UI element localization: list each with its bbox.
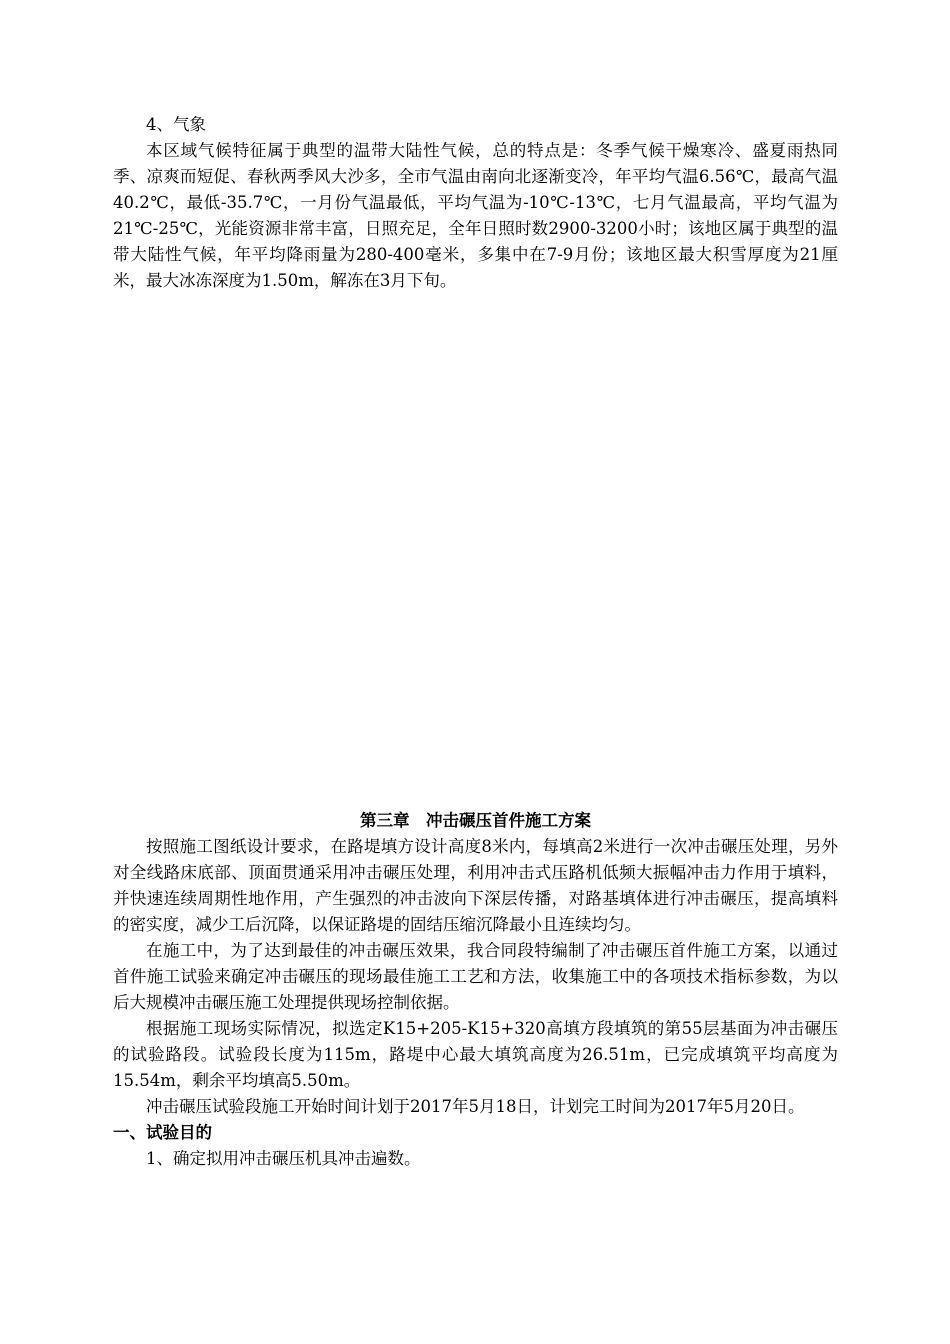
climate-section <box>113 112 838 294</box>
section-title-test-purpose: 一、试验目的 <box>113 1123 212 1142</box>
chapter-section <box>113 808 838 1172</box>
chapter-paragraph-2: 在施工中，为了达到最佳的冲击碾压效果，我合同段特编制了冲击碾压首件施工方案，以通过首件施工试验来确定冲击碾压的现场最佳施工工艺和方法，收集施工中的各项技术指标参数，为以后大规模冲击碾压施工处理提供现场控制依据。 <box>113 941 838 1012</box>
test-purpose-item-1: 1、确定拟用冲击碾压机具冲击遍数。 <box>146 1149 421 1168</box>
chapter-paragraph-4: 冲击碾压试验段施工开始时间计划于2017年5月18日，计划完工时间为2017年5月20日。 <box>146 1097 805 1116</box>
chapter-paragraph-1: 按照施工图纸设计要求，在路堤填方设计高度8米内，每填高2米进行一次冲击碾压处理，另外对全线路床底部、顶面贯通采用冲击碾压处理，利用冲击式压路机低频大振幅冲击力作用于填料，并快速连续周期性地作用，产生强烈的冲击波向下深层传播，对路基填体进行冲击碾压，提高填料的密实度，减少工后沉降，以保证路堤的固结压缩沉降最小且连续均匀。 <box>113 837 838 934</box>
climate-paragraph: 本区域气候特征属于典型的温带大陆性气候，总的特点是：冬季气候干燥寒冷、盛夏雨热同季、凉爽而短促、春秋两季风大沙多，全市气温由南向北逐渐变冷，年平均气温6.56℃，最高气温40.2℃，最低-35.7℃，一月份气温最低，平均气温为-10℃-13℃，七月气温最高，平均气温为21℃-25℃，光能资源非常丰富，日照充足，全年日照时数2900-3200小时；该地区属于典型的温带大陆性气候，年平均降雨量为280-400毫米，多集中在7-9月份；该地区最大积雪厚度为21厘米，最大冰冻深度为1.50m，解冻在3月下旬。 <box>113 141 838 290</box>
chapter-paragraph-3: 根据施工现场实际情况，拟选定K15+205-K15+320高填方段填筑的第55层基面为冲击碾压的试验路段。试验段长度为115m，路堤中心最大填筑高度为26.51m，已完成填筑平均高度为15.54m，剩余平均填高5.50m。 <box>113 1019 838 1090</box>
climate-heading: 4、气象 <box>146 115 206 134</box>
chapter-title: 第三章 冲击碾压首件施工方案 <box>360 811 591 830</box>
